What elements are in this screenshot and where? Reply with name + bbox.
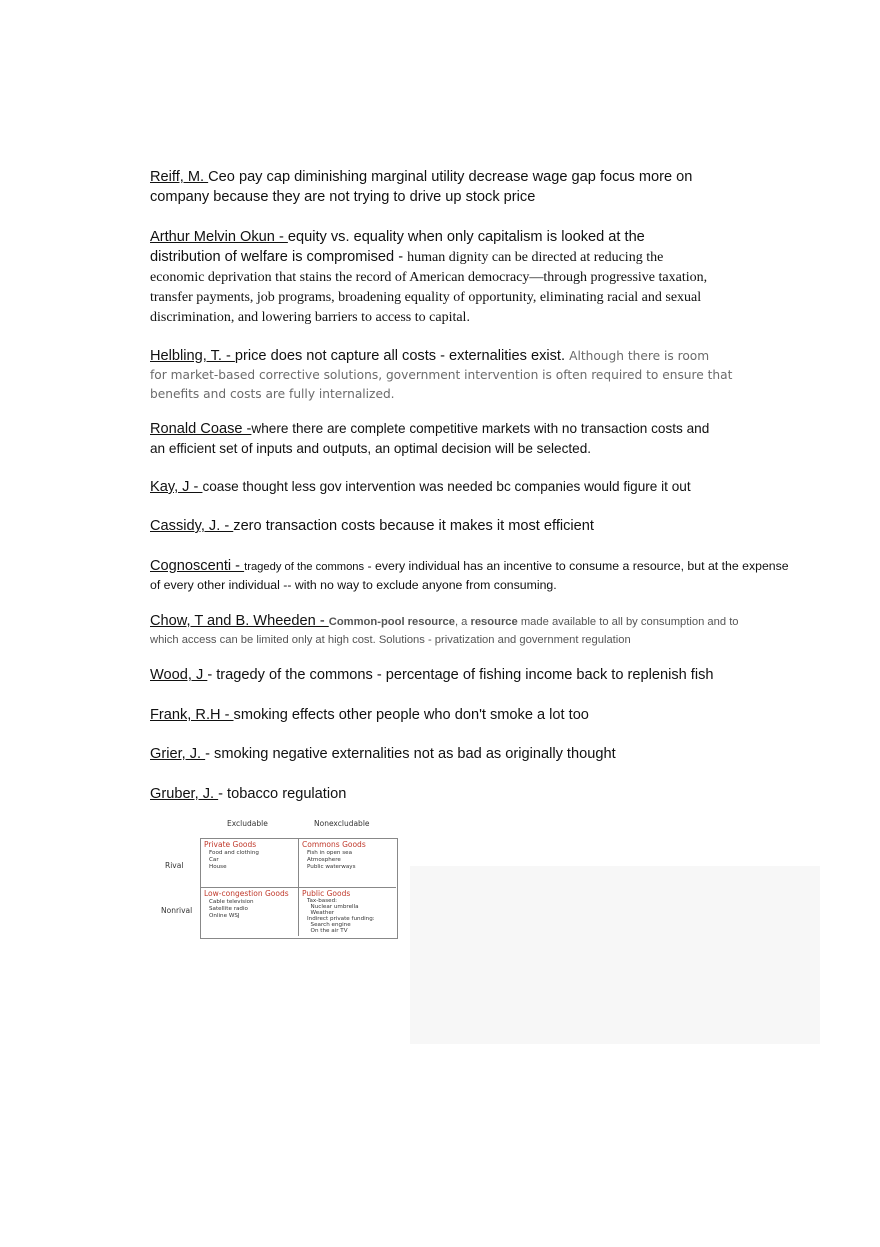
entry-text: which access can be limited only at high cost. Solutions - privatization and government regulation	[150, 634, 631, 646]
entry-text: - tobacco regulation	[218, 786, 347, 802]
cell-commons-goods	[299, 839, 396, 888]
cell-item: Satellite radio	[209, 906, 248, 913]
column-header-nonexcludable: Nonexcludable	[314, 819, 370, 828]
entry-text: - tragedy of the commons - percentage of fishing income back to replenish fish	[207, 667, 714, 683]
cell-item: Cable television	[209, 899, 254, 905]
cell-item: House	[209, 864, 227, 871]
entry-cassidy	[150, 516, 810, 536]
cell-item: Food and clothing	[209, 850, 259, 856]
entry-term: resource	[470, 616, 518, 628]
cell-item: Car	[209, 857, 219, 864]
author-name: Kay, J -	[150, 479, 203, 495]
entry-grier	[150, 744, 810, 764]
entry-text: - every individual has an incentive to consume a resource, but at the expense	[364, 559, 789, 573]
pasted-image-background	[410, 866, 820, 1044]
cell-item: Nuclear umbrella	[307, 904, 359, 910]
entry-text: , a	[454, 616, 471, 628]
cell-items	[307, 898, 375, 934]
author-name: Arthur Melvin Okun -	[150, 229, 288, 245]
author-name: Gruber, J.	[150, 786, 219, 802]
entry-quote: Although there is room	[569, 349, 710, 363]
entry-frank	[150, 705, 810, 725]
cell-item: Fish in open sea	[307, 850, 353, 856]
author-name: Cognoscenti -	[150, 558, 245, 574]
entry-text: where there are complete competitive markets with no transaction costs and	[251, 421, 710, 436]
cell-item: Tax-based:	[307, 898, 338, 904]
entry-quote: economic deprivation that stains the record of American democracy—through progressive taxation,	[150, 270, 708, 285]
author-name: Wood, J	[150, 667, 208, 683]
entry-quote: discrimination, and lowering barriers to access to capital.	[150, 310, 470, 325]
entry-reiff	[150, 167, 810, 207]
entry-quote: human dignity can be directed at reducing the	[407, 250, 664, 265]
cell-item: Weather	[307, 910, 335, 916]
row-header-nonrival: Nonrival	[161, 906, 193, 915]
entry-cognoscenti	[150, 556, 810, 594]
entry-text: an efficient set of inputs and outputs, an optimal decision will be selected.	[150, 441, 592, 456]
author-name: Helbling, T. -	[150, 348, 235, 364]
entry-text: price does not capture all costs - externalities exist.	[234, 348, 570, 364]
entry-text: zero transaction costs because it makes it most efficient	[233, 518, 594, 534]
author-name: Reiff, M.	[150, 169, 209, 185]
entry-quote: transfer payments, job programs, broadening equality of opportunity, eliminating racial and sexual	[150, 290, 702, 305]
entry-text: - smoking negative externalities not as bad as originally thought	[205, 746, 616, 762]
author-name: Chow, T and B. Wheeden -	[150, 613, 329, 629]
goods-matrix-grid	[200, 838, 398, 939]
author-name: Grier, J.	[150, 746, 206, 762]
entry-text: distribution of welfare is compromised -	[150, 249, 408, 265]
entry-term: Common-pool resource	[328, 616, 455, 628]
cell-public-goods	[299, 888, 396, 936]
row-header-rival: Rival	[165, 861, 184, 870]
entry-coase	[150, 419, 810, 459]
cell-item: On the air TV	[307, 928, 348, 934]
entry-text: company because they are not trying to drive up stock price	[150, 189, 536, 205]
goods-matrix-figure	[150, 814, 410, 944]
cell-item: Atmosphere	[307, 857, 341, 864]
entry-okun	[150, 227, 810, 328]
cell-title: Public Goods	[302, 889, 351, 898]
author-name: Ronald Coase -	[150, 421, 252, 437]
cell-items	[209, 899, 254, 921]
cell-low-congestion-goods	[201, 888, 299, 936]
cell-item: Search engine	[307, 922, 351, 928]
entry-text: coase thought less gov intervention was needed bc companies would figure it out	[202, 479, 691, 494]
cell-title: Low-congestion Goods	[204, 889, 289, 898]
cell-items	[307, 850, 356, 872]
cell-title: Commons Goods	[302, 840, 366, 849]
entry-text: of every other individual -- with no way to exclude anyone from consuming.	[150, 578, 557, 592]
entry-text: Ceo pay cap diminishing marginal utility decrease wage gap focus more on	[208, 169, 693, 185]
cell-title: Private Goods	[204, 840, 257, 849]
entry-text: made available to all by consumption and to	[517, 616, 739, 628]
cell-items	[209, 850, 259, 872]
column-header-excludable: Excludable	[227, 819, 268, 828]
entry-wood	[150, 665, 810, 685]
entry-chow	[150, 611, 810, 649]
entry-text: smoking effects other people who don't smoke a lot too	[233, 707, 589, 723]
author-name: Cassidy, J. -	[150, 518, 234, 534]
entry-quote: benefits and costs are fully internalized.	[150, 386, 395, 401]
author-name: Frank, R.H -	[150, 707, 234, 723]
entry-text: tragedy of the commons	[244, 561, 365, 573]
entry-kay	[150, 477, 810, 497]
cell-item: Indirect private funding:	[307, 916, 375, 922]
entry-helbling	[150, 346, 810, 403]
entry-quote: for market-based corrective solutions, government intervention is often required to ensure that	[150, 368, 733, 382]
entry-text: equity vs. equality when only capitalism is looked at the	[287, 229, 645, 245]
entry-gruber	[150, 784, 810, 804]
cell-item: Public waterways	[307, 864, 356, 871]
cell-item: Online WSJ	[209, 913, 240, 920]
cell-private-goods	[201, 839, 299, 888]
